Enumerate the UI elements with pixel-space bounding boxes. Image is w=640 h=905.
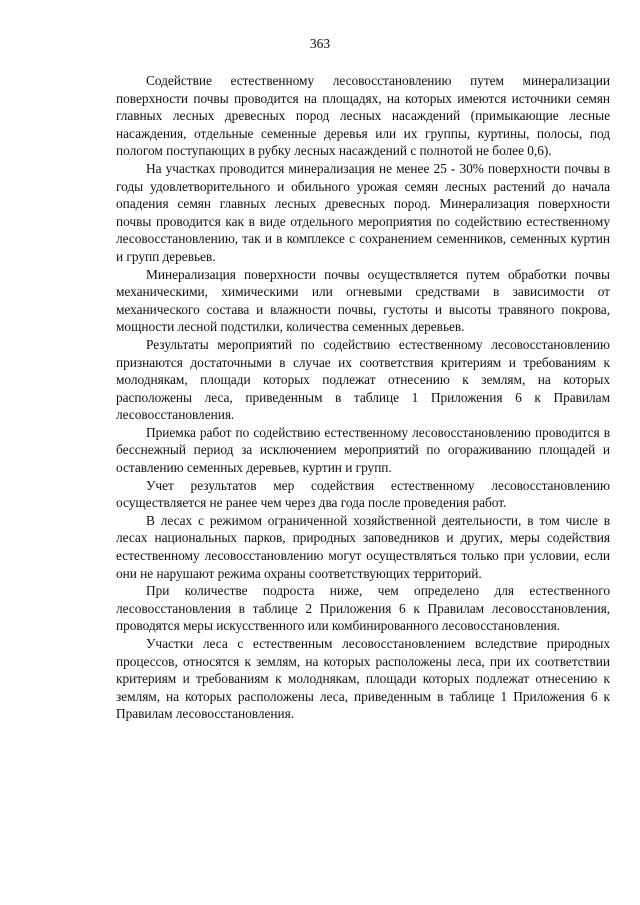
paragraph-restricted-forests: В лесах с режимом ограниченной хозяйственной деятельности, в том числе в лесах национальных парков, природных заповедников и других, меры содействия естественному лесовосстановлению могут осуществляться только при условии, если они не нарушают режима охраны соответствующих территорий. — [116, 512, 610, 581]
paragraph-mineralization-extent: На участках проводится минерализация не менее 25 - 30% поверхности почвы в годы удовлетворительного и обильного урожая семян лесных растений до начала опадения семян главных лесных древесных пород. Минерализация поверхности почвы проводится как в виде отдельного мероприятия по содействию естественному лесовосстановлению, так и в комплексе с сохранением семенников, семенных куртин и групп деревьев. — [116, 160, 610, 264]
paragraph-insufficient-undergrowth: При количестве подроста ниже, чем определено для естественного лесовосстановления в таблице 2 Приложения 6 к Правилам лесовосстановления, проводятся меры искусственного или комбинированного лесовосстановления. — [116, 583, 610, 634]
paragraph-results-criteria: Результаты мероприятий по содействию естественному лесовосстановлению признаются достаточными в случае их соответствия критериям и требованиям к молоднякам, площади которых подлежат отнесению к землям, на которых расположены леса, приведенным в таблице 1 Приложения 6 к Правилам лесовосстановления. — [116, 336, 610, 423]
body-text — [116, 72, 610, 723]
paragraph-mineralization-conditions: Содействие естественному лесовосстановлению путем минерализации поверхности почвы проводится на площадях, на которых имеются источники семян главных лесных древесных пород лесных насаждений (примыкающие лесные насаждения, отдельные семенные деревья или их группы, куртины, полосы, под пологом поступающих в рубку лесных насаждений с полнотой не более 0,6). — [116, 73, 610, 159]
paragraph-mineralization-methods: Минерализация поверхности почвы осуществляется путем обработки почвы механическими, химическими или огневыми средствами в зависимости от механического состава и влажности почвы, густоты и высоты травяного покрова, мощности лесной подстилки, количества семенных деревьев. — [116, 266, 610, 335]
paragraph-results-accounting: Учет результатов мер содействия естественному лесовосстановлению осуществляется не ранее чем через два года после проведения работ. — [116, 477, 610, 511]
paragraph-work-acceptance: Приемка работ по содействию естественному лесовосстановлению проводится в бесснежный период за исключением мероприятий по огораживанию площадей и оставлению семенных деревьев, куртин и групп. — [116, 424, 610, 476]
paragraph-natural-processes: Участки леса с естественным лесовосстановлением вследствие природных процессов, относятся к землям, на которых расположены леса, при их соответствии критериям и требованиям к молоднякам, площади которых подлежат отнесению к землям, на которых расположены леса, приведенным в таблице 1 Приложения 6 к Правилам лесовосстановления. — [116, 636, 610, 722]
page-number: 363 — [309, 36, 331, 51]
